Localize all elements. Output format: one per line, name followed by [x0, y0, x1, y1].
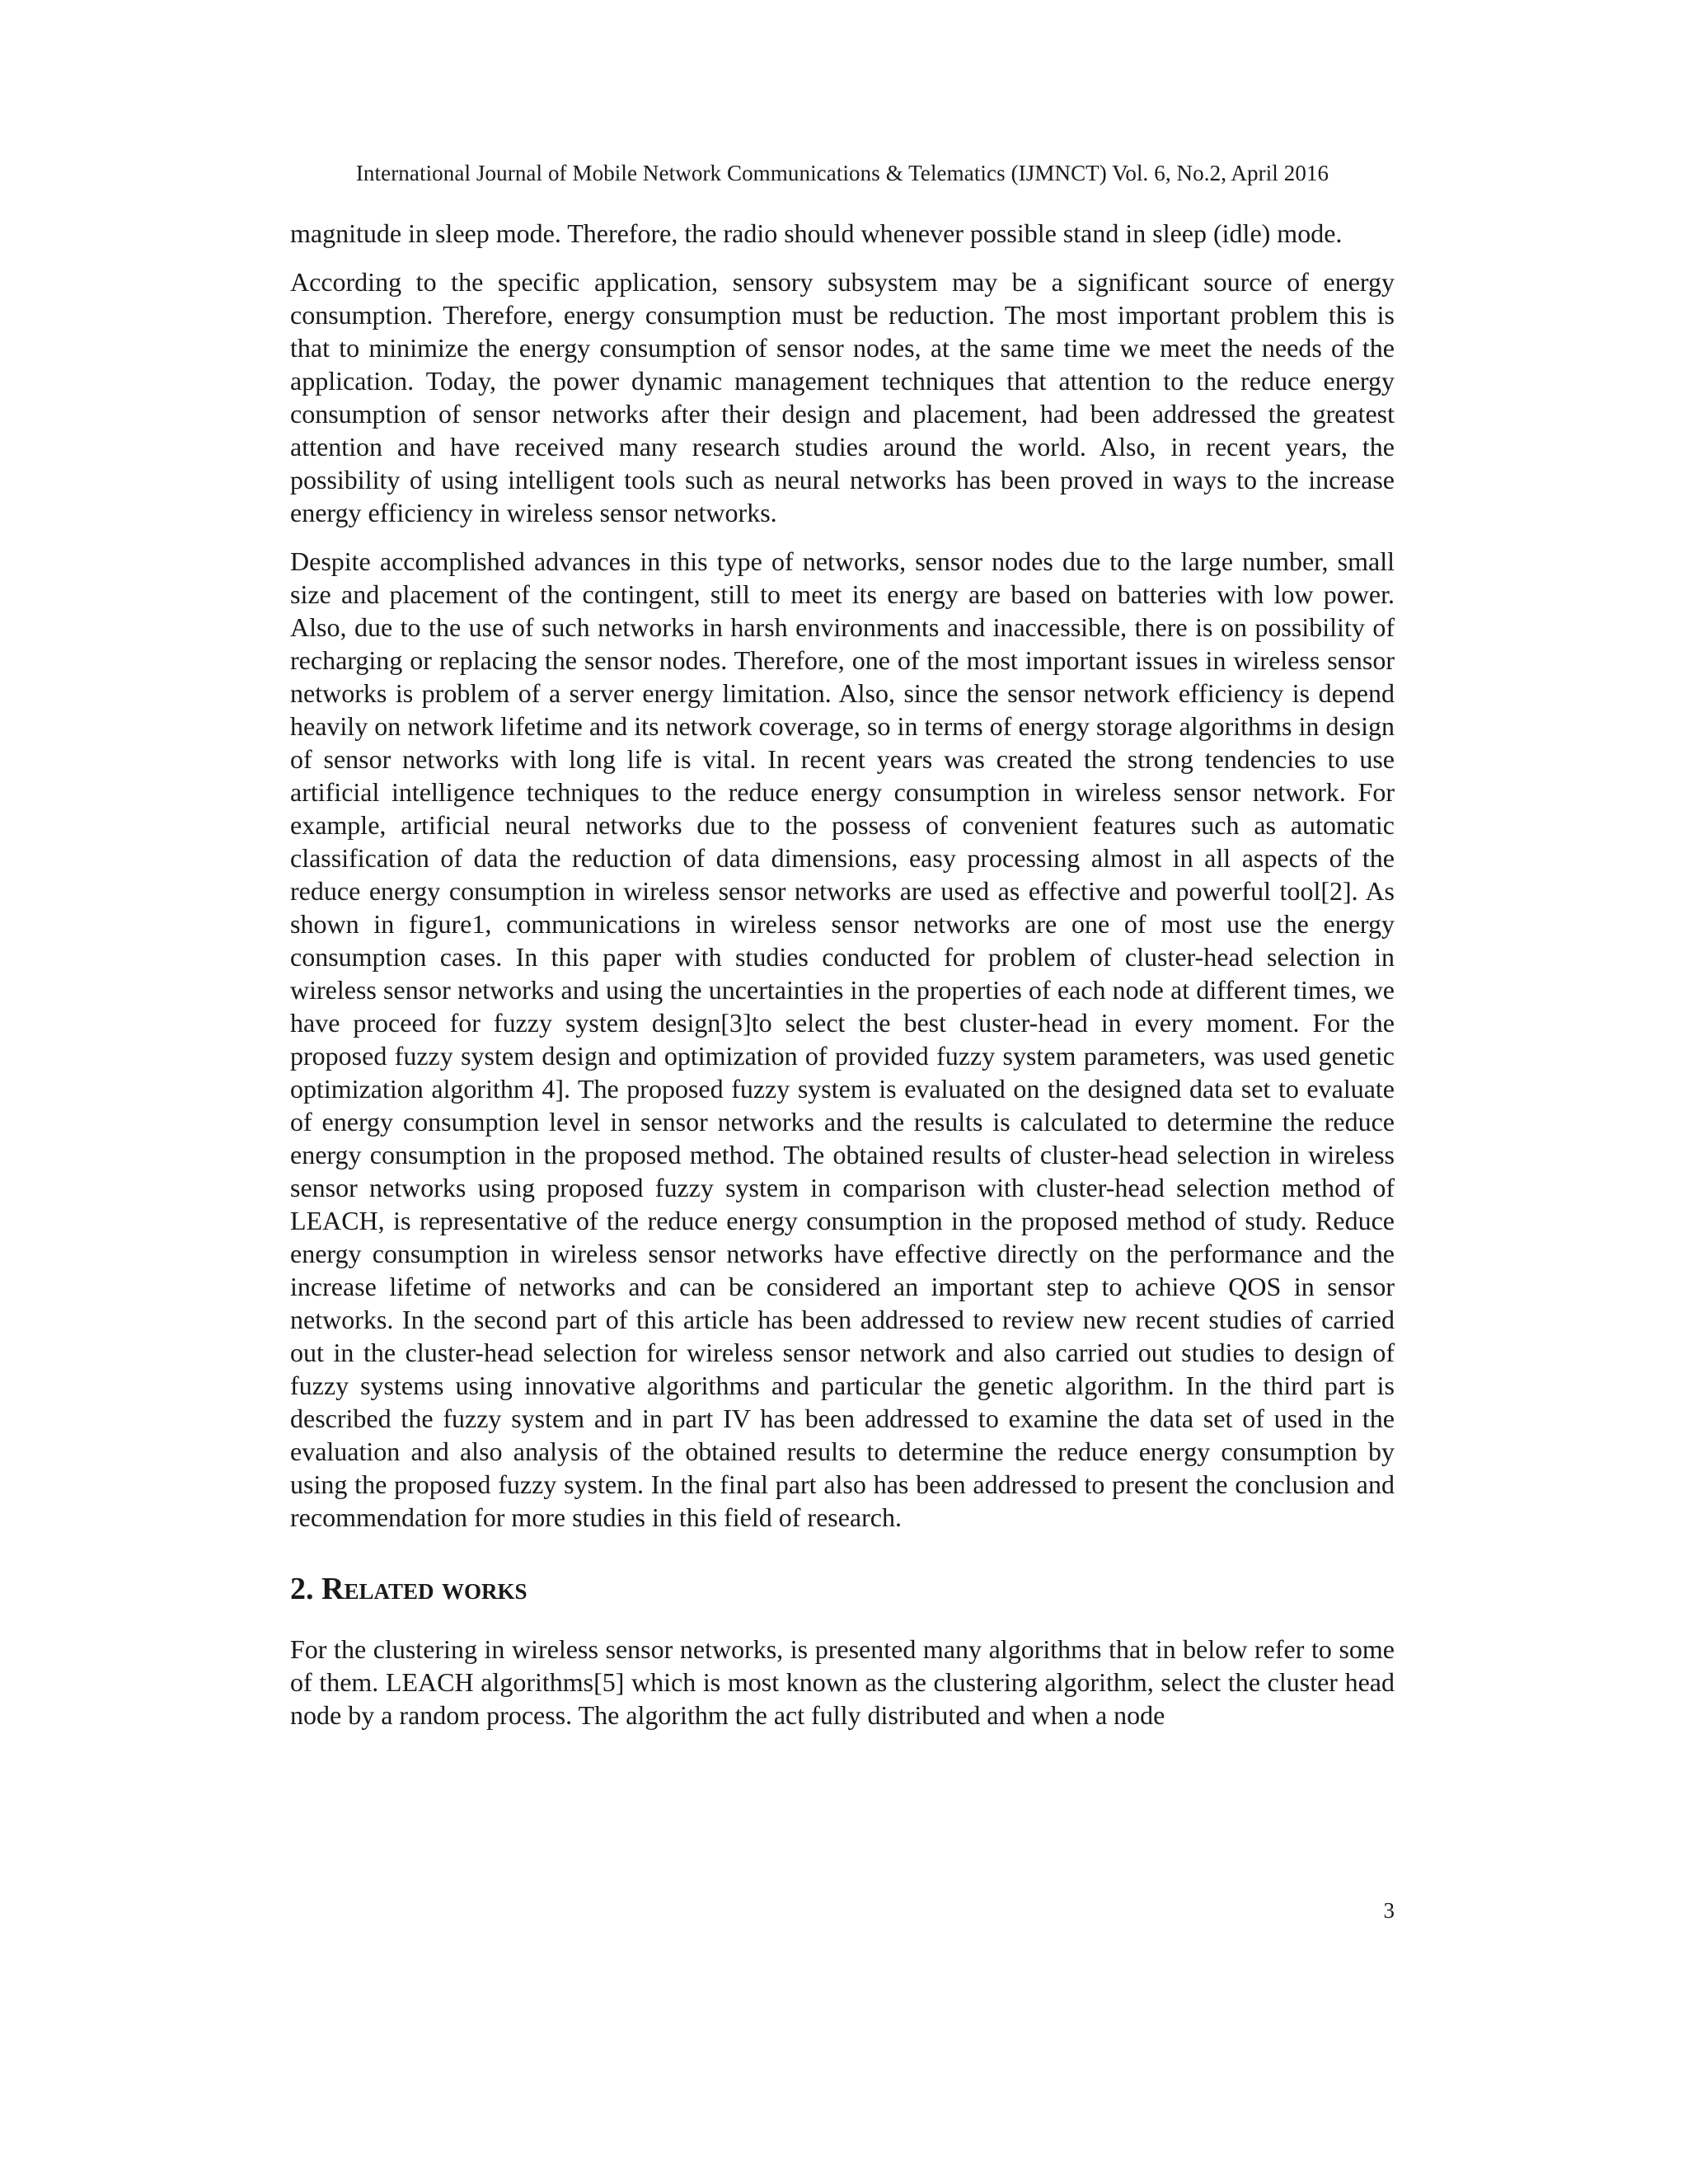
- article-body: [290, 217, 1395, 1747]
- page-number: 3: [1383, 1898, 1395, 1923]
- section-title: Related works: [321, 1572, 528, 1606]
- paragraph-sleep-mode: magnitude in sleep mode. Therefore, the radio should whenever possible stand in sleep (idle) mode.: [290, 218, 1343, 248]
- paragraph-advances: Despite accomplished advances in this type of networks, sensor nodes due to the large number, small size and placement of the contingent, still to meet its energy are based on batteries with low power. Also, due to the use of such networks in harsh environments and inaccessible, there is on possibility of recharging or replacing the sensor nodes. Therefore, one of the most important issues in wireless sensor networks is problem of a server energy limitation. Also, since the sensor network efficiency is depend heavily on network lifetime and its network coverage, so in terms of energy storage algorithms in design of sensor networks with long life is vital. In recent years was created the strong tendencies to use artificial intelligence techniques to the reduce energy consumption in wireless sensor network. For example, artificial neural networks due to the possess of convenient features such as automatic classification of data the reduction of data dimensions, easy processing almost in all aspects of the reduce energy consumption in wireless sensor networks are used as effective and powerful tool[2]. As shown in figure1, communications in wireless sensor networks are one of most use the energy consumption cases. In this paper with studies conducted for problem of cluster-head selection in wireless sensor networks and using the uncertainties in the properties of each node at different times, we have proceed for fuzzy system design[3]to select the best cluster-head in every moment. For the proposed fuzzy system design and optimization of provided fuzzy system parameters, was used genetic optimization algorithm 4]. The proposed fuzzy system is evaluated on the designed data set to evaluate of energy consumption level in sensor networks and the results is calculated to determine the reduce energy consumption in the proposed method. The obtained results of cluster-head selection in wireless sensor networks using proposed fuzzy system in comparison with cluster-head selection method of LEACH, is representative of the reduce energy consumption in the proposed method of study. Reduce energy consumption in wireless sensor networks have effective directly on the performance and the increase lifetime of networks and can be considered an important step to achieve QOS in sensor networks. In the second part of this article has been addressed to review new recent studies of carried out in the cluster-head selection for wireless sensor network and also carried out studies to design of fuzzy systems using innovative algorithms and particular the genetic algorithm. In the third part is described the fuzzy system and in part IV has been addressed to examine the data set of used in the evaluation and also analysis of the obtained results to determine the reduce energy consumption by using the proposed fuzzy system. In the final part also has been addressed to present the conclusion and recommendation for more studies in this field of research.: [290, 546, 1395, 1532]
- section-number: 2.: [290, 1572, 314, 1606]
- running-header: International Journal of Mobile Network Communications & Telematics (IJMNCT) Vol. 6, No.2, April 2016: [355, 161, 1329, 185]
- paragraph-sensory-subsystem: According to the specific application, sensory subsystem may be a significant source of energy consumption. Therefore, energy consumption must be reduction. The most important problem this is that to minimize the energy consumption of sensor nodes, at the same time we meet the needs of the application. Today, the power dynamic management techniques that attention to the reduce energy consumption of sensor networks after their design and placement, had been addressed the greatest attention and have received many research studies around the world. Also, in recent years, the possibility of using intelligent tools such as neural networks has been proved in ways to the increase energy efficiency in wireless sensor networks.: [290, 267, 1395, 527]
- section-heading-related-works: [290, 1570, 1395, 1608]
- paragraph-clustering: For the clustering in wireless sensor networks, is presented many algorithms that in below refer to some of them. LEACH algorithms[5] which is most known as the clustering algorithm, select the cluster head node by a random process. The algorithm the act fully distributed and when a node: [290, 1634, 1395, 1730]
